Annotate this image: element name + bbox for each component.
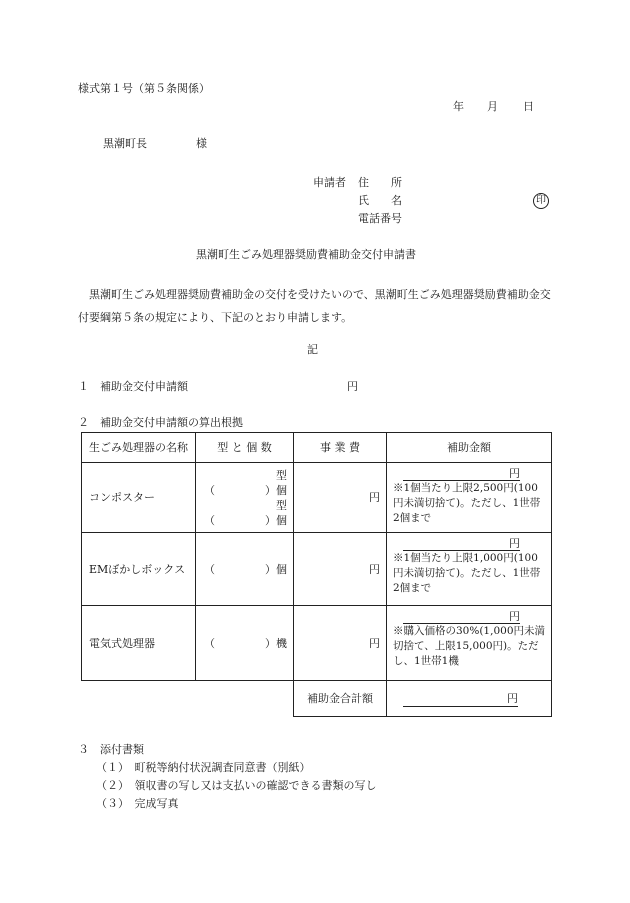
paren-close: ）個 bbox=[265, 513, 287, 527]
subsidy-amount-unit: 円 bbox=[403, 466, 520, 481]
attachment-item: （２） 領収書の写し又は支払いの確認できる書類の写し bbox=[96, 779, 377, 792]
subsidy-cell bbox=[387, 463, 552, 533]
applicant-label: 申請者 bbox=[313, 176, 346, 189]
total-row bbox=[82, 681, 552, 717]
device-name: 電気式処理器 bbox=[82, 606, 196, 681]
addressee-honorific: 様 bbox=[196, 137, 207, 150]
total-label: 補助金合計額 bbox=[294, 681, 387, 717]
body-text: 黒潮町生ごみ処理器奨励費補助金の交付を受けたいので、黒潮町生ごみ処理器奨励費補助金交付要綱第５条の規定により、下記のとおり申請します。 bbox=[78, 288, 551, 324]
table-header-row bbox=[82, 433, 552, 463]
section1-unit: 円 bbox=[347, 380, 358, 393]
address-label: 住 所 bbox=[358, 176, 402, 189]
paren-close: ）機 bbox=[265, 636, 287, 650]
cost-unit: 円 bbox=[294, 606, 387, 681]
section2-label: ２ 補助金交付申請額の算出根拠 bbox=[78, 416, 243, 429]
total-unit: 円 bbox=[403, 691, 518, 707]
attachment-item: （３） 完成写真 bbox=[96, 797, 179, 810]
subsidy-cell bbox=[387, 533, 552, 606]
type-count-cell bbox=[196, 463, 294, 533]
name-label: 氏 名 bbox=[358, 194, 402, 207]
subsidy-amount-unit: 円 bbox=[403, 609, 520, 624]
cost-unit: 円 bbox=[294, 463, 387, 533]
document-title: 黒潮町生ごみ処理器奨励費補助金交付申請書 bbox=[196, 248, 416, 261]
date-day: 日 bbox=[523, 100, 534, 113]
header-subsidy-amount: 補助金額 bbox=[387, 433, 552, 463]
addressee-name: 黒潮町長 bbox=[103, 137, 147, 150]
subsidy-cell bbox=[387, 606, 552, 681]
paren-open: （ bbox=[204, 636, 215, 650]
table-row bbox=[82, 533, 552, 606]
device-name: EMぼかしボックス bbox=[82, 533, 196, 606]
cost-unit: 円 bbox=[294, 533, 387, 606]
subsidy-note: ※1個当たり上限2,500円(100円未満切捨て)。ただし、1世帯2個まで bbox=[393, 482, 541, 524]
paren-open: （ bbox=[204, 562, 215, 576]
header-project-cost: 事 業 費 bbox=[294, 433, 387, 463]
paren-close: ）個 bbox=[265, 483, 287, 497]
header-type-count: 型 と 個 数 bbox=[196, 433, 294, 463]
form-number: 様式第１号（第５条関係） bbox=[78, 82, 210, 95]
ki-mark: 記 bbox=[307, 343, 318, 356]
subsidy-note: ※1個当たり上限1,000円(100円未満切捨て)。ただし、1世帯2個まで bbox=[393, 552, 541, 594]
device-name: コンポスター bbox=[82, 463, 196, 533]
calculation-table bbox=[81, 432, 552, 717]
table-row bbox=[82, 463, 552, 533]
subsidy-note: ※購入価格の30%(1,000円未満切捨て、上限15,000円)。ただし、1世帯1機 bbox=[393, 625, 545, 667]
subsidy-amount-unit: 円 bbox=[403, 536, 520, 551]
date-year: 年 bbox=[453, 100, 464, 113]
seal-mark: 印 bbox=[533, 193, 549, 209]
header-device-name: 生ごみ処理器の名称 bbox=[82, 433, 196, 463]
type-count-cell bbox=[196, 606, 294, 681]
type-label: 型 bbox=[276, 498, 287, 512]
attachment-item: （１） 町税等納付状況調査同意書（別紙） bbox=[96, 761, 311, 774]
date-month: 月 bbox=[487, 100, 498, 113]
section3-label: ３ 添付書類 bbox=[78, 743, 144, 756]
type-count-cell bbox=[196, 533, 294, 606]
section1-label: １ 補助金交付申請額 bbox=[78, 380, 188, 393]
paren-open: （ bbox=[204, 513, 215, 527]
type-label: 型 bbox=[276, 468, 287, 482]
total-cell bbox=[387, 681, 552, 717]
paren-open: （ bbox=[204, 483, 215, 497]
paren-close: ）個 bbox=[265, 562, 287, 576]
table-row bbox=[82, 606, 552, 681]
phone-label: 電話番号 bbox=[358, 212, 402, 225]
